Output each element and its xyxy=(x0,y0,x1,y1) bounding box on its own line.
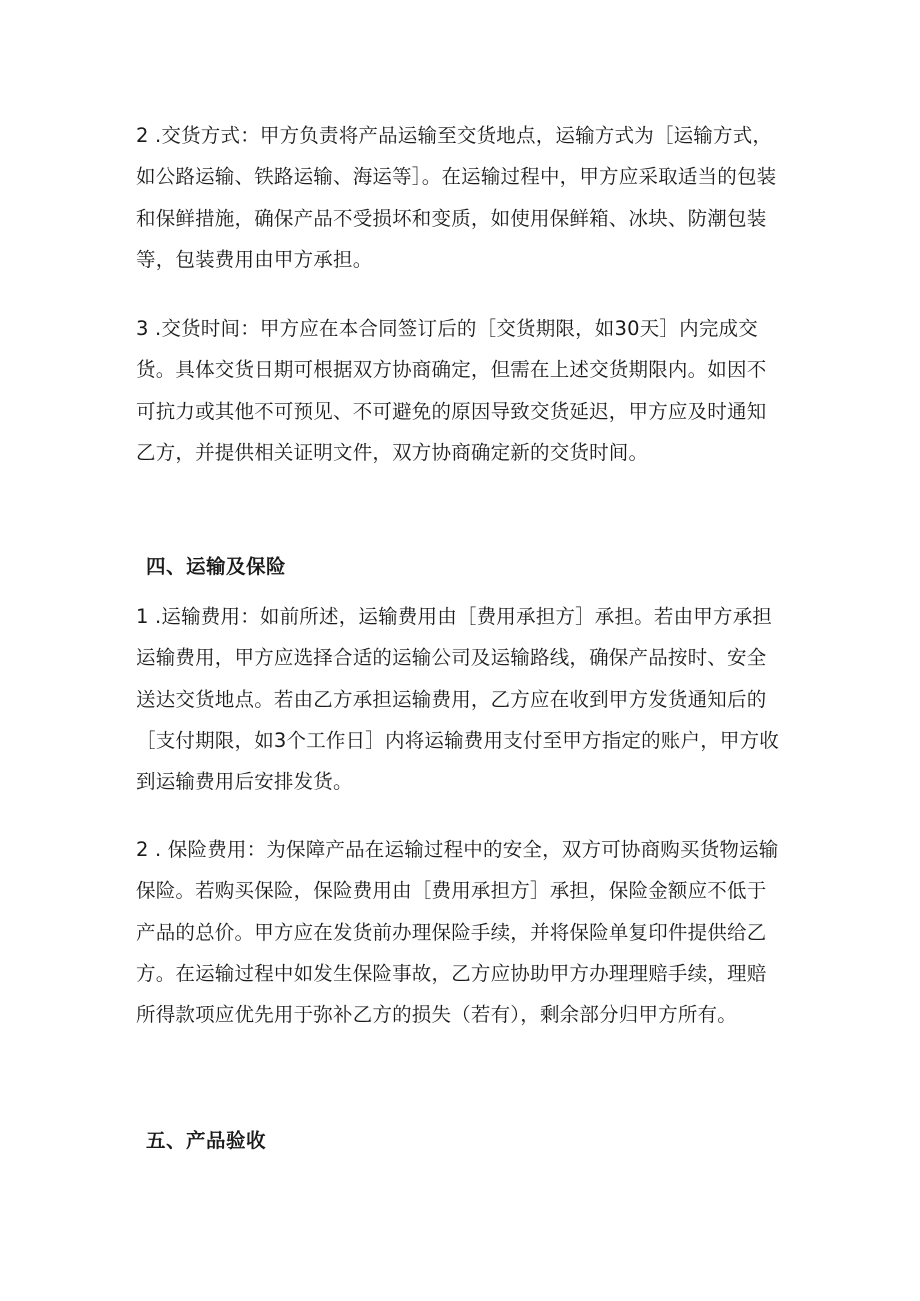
clause-text: . 保险费用：为保障产品在运输过程中的安全，双方可协商购买货物运输保险。若购买保险，保险费用由［费用承担方］承担，保险金额应不低于产品的总价。甲方应在发货前办理保险手续，并将保险单复印件提供给乙方。在运输过程中如发生保险事故，乙方应协助甲方办理理赔手续，理赔所得款项应优先用于弥补乙方的损失（若有），剩余部分归甲方所有。 xyxy=(136,838,779,1027)
clause-number: 1 xyxy=(136,605,149,628)
clause-number: 2 xyxy=(136,838,149,861)
section-heading-transport-insurance: 四、运输及保险 xyxy=(146,555,287,578)
clause-delivery-method xyxy=(136,115,786,280)
clause-text: .交货方式：甲方负责将产品运输至交货地点，运输方式为［运输方式，如公路运输、铁路运输、海运等］。在运输过程中，甲方应采取适当的包装和保鲜措施，确保产品不受损坏和变质，如使用保鲜箱、冰块、防潮包装等，包装费用由甲方承担。 xyxy=(136,124,777,271)
clause-insurance-fee xyxy=(136,829,786,1035)
clause-transport-fee xyxy=(136,596,786,802)
clause-text: .交货时间：甲方应在本合同签订后的［交货期限，如30天］内完成交货。具体交货日期可根据双方协商确定，但需在上述交货期限内。如因不可抗力或其他不可预见、不可避免的原因导致交货延迟，甲方应及时通知乙方，并提供相关证明文件，双方协商确定新的交货时间。 xyxy=(136,317,767,464)
section-heading-product-acceptance: 五、产品验收 xyxy=(146,1129,267,1152)
clause-text: .运输费用：如前所述，运输费用由［费用承担方］承担。若由甲方承担运输费用，甲方应选择合适的运输公司及运输路线，确保产品按时、安全送达交货地点。若由乙方承担运输费用，乙方应在收到甲方发货通知后的［支付期限，如3个工作日］内将运输费用支付至甲方指定的账户，甲方收到运输费用后安排发货。 xyxy=(136,605,780,794)
clause-delivery-time xyxy=(136,308,786,473)
clause-number: 3 xyxy=(136,317,149,340)
clause-number: 2 xyxy=(136,124,149,147)
